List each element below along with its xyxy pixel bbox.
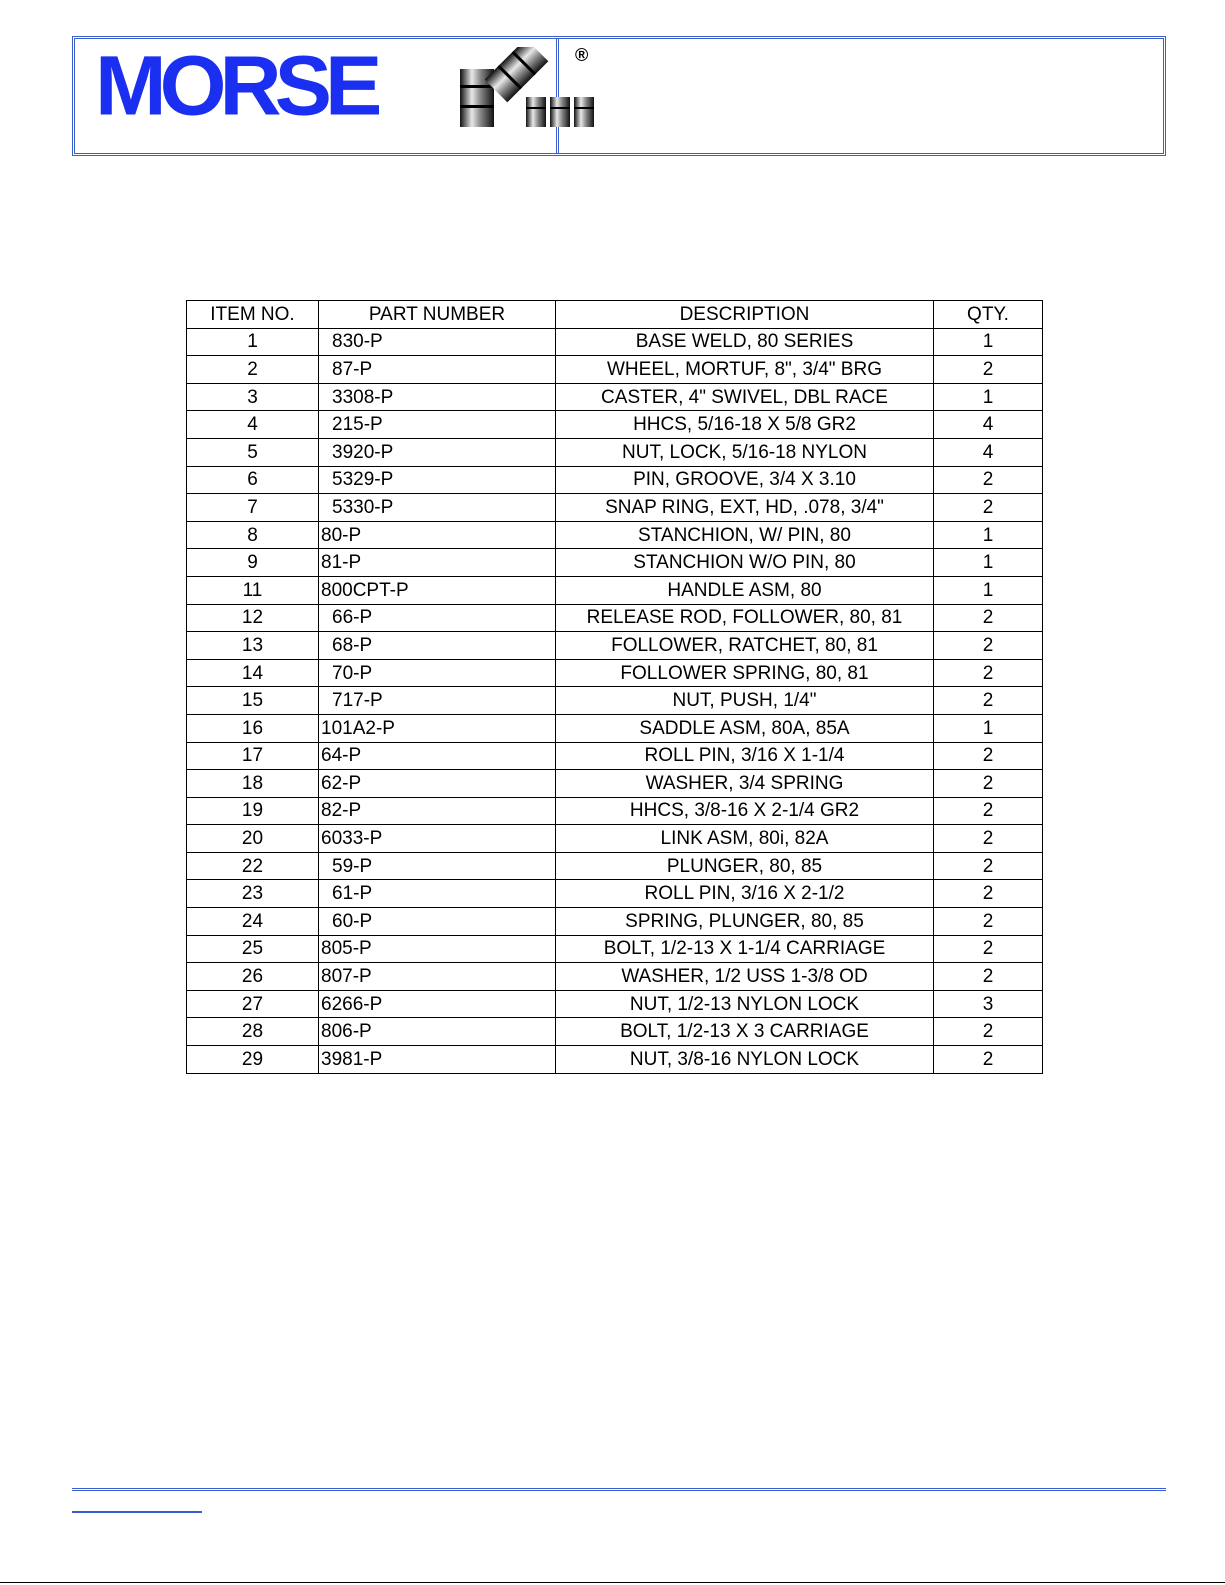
part-number-cell: 66-P xyxy=(319,604,556,632)
description-cell: HANDLE ASM, 80 xyxy=(556,576,934,604)
item-number-cell: 9 xyxy=(187,549,319,577)
table-row xyxy=(187,935,1043,963)
description-cell: NUT, PUSH, 1/4" xyxy=(556,687,934,715)
description-cell: PIN, GROOVE, 3/4 X 3.10 xyxy=(556,466,934,494)
table-row xyxy=(187,494,1043,522)
table-row xyxy=(187,383,1043,411)
quantity-cell: 2 xyxy=(934,742,1043,770)
quantity-cell: 2 xyxy=(934,880,1043,908)
item-number-cell: 28 xyxy=(187,1018,319,1046)
description-cell: NUT, 1/2-13 NYLON LOCK xyxy=(556,990,934,1018)
quantity-cell: 2 xyxy=(934,797,1043,825)
part-number-cell: 3920-P xyxy=(319,438,556,466)
description-cell: NUT, LOCK, 5/16-18 NYLON xyxy=(556,438,934,466)
parts-list-table xyxy=(186,300,1043,1074)
table-row xyxy=(187,328,1043,356)
table-row xyxy=(187,908,1043,936)
item-number-cell: 13 xyxy=(187,632,319,660)
description-cell: SPRING, PLUNGER, 80, 85 xyxy=(556,908,934,936)
description-cell: LINK ASM, 80i, 82A xyxy=(556,825,934,853)
item-number-cell: 25 xyxy=(187,935,319,963)
quantity-cell: 2 xyxy=(934,825,1043,853)
table-row xyxy=(187,521,1043,549)
table-row xyxy=(187,659,1043,687)
part-number-cell: 800CPT-P xyxy=(319,576,556,604)
part-number-cell: 807-P xyxy=(319,963,556,991)
item-number-cell: 3 xyxy=(187,383,319,411)
part-number-cell: 87-P xyxy=(319,356,556,384)
table-row xyxy=(187,880,1043,908)
registered-trademark: ® xyxy=(575,45,589,65)
column-header-description: DESCRIPTION xyxy=(556,301,934,329)
quantity-cell: 1 xyxy=(934,549,1043,577)
part-number-cell: 6033-P xyxy=(319,825,556,853)
quantity-cell: 4 xyxy=(934,438,1043,466)
item-number-cell: 1 xyxy=(187,328,319,356)
item-number-cell: 24 xyxy=(187,908,319,936)
item-number-cell: 4 xyxy=(187,411,319,439)
item-number-cell: 5 xyxy=(187,438,319,466)
table-row xyxy=(187,549,1043,577)
quantity-cell: 1 xyxy=(934,576,1043,604)
item-number-cell: 18 xyxy=(187,770,319,798)
column-header-item-no: ITEM NO. xyxy=(187,301,319,329)
part-number-cell: 82-P xyxy=(319,797,556,825)
quantity-cell: 2 xyxy=(934,604,1043,632)
table-row xyxy=(187,770,1043,798)
footer-divider xyxy=(72,1488,1166,1491)
quantity-cell: 2 xyxy=(934,852,1043,880)
description-cell: ROLL PIN, 3/16 X 1-1/4 xyxy=(556,742,934,770)
item-number-cell: 19 xyxy=(187,797,319,825)
part-number-cell: 830-P xyxy=(319,328,556,356)
item-number-cell: 17 xyxy=(187,742,319,770)
item-number-cell: 23 xyxy=(187,880,319,908)
part-number-cell: 806-P xyxy=(319,1018,556,1046)
table-row xyxy=(187,411,1043,439)
description-cell: BOLT, 1/2-13 X 1-1/4 CARRIAGE xyxy=(556,935,934,963)
quantity-cell: 2 xyxy=(934,963,1043,991)
quantity-cell: 3 xyxy=(934,990,1043,1018)
quantity-cell: 2 xyxy=(934,1046,1043,1074)
table-row xyxy=(187,990,1043,1018)
part-number-cell: 3981-P xyxy=(319,1046,556,1074)
part-number-cell: 64-P xyxy=(319,742,556,770)
description-cell: HHCS, 5/16-18 X 5/8 GR2 xyxy=(556,411,934,439)
part-number-cell: 61-P xyxy=(319,880,556,908)
item-number-cell: 15 xyxy=(187,687,319,715)
part-number-cell: 215-P xyxy=(319,411,556,439)
part-number-cell: 59-P xyxy=(319,852,556,880)
quantity-cell: 1 xyxy=(934,383,1043,411)
item-number-cell: 6 xyxy=(187,466,319,494)
table-row xyxy=(187,356,1043,384)
quantity-cell: 2 xyxy=(934,356,1043,384)
description-cell: WASHER, 3/4 SPRING xyxy=(556,770,934,798)
item-number-cell: 20 xyxy=(187,825,319,853)
part-number-cell: 81-P xyxy=(319,549,556,577)
logo-cell xyxy=(75,38,589,153)
description-cell: FOLLOWER, RATCHET, 80, 81 xyxy=(556,632,934,660)
part-number-cell: 62-P xyxy=(319,770,556,798)
column-header-part-number: PART NUMBER xyxy=(319,301,556,329)
description-cell: HHCS, 3/8-16 X 2-1/4 GR2 xyxy=(556,797,934,825)
parts-table-body xyxy=(187,328,1043,1073)
quantity-cell: 1 xyxy=(934,521,1043,549)
table-row xyxy=(187,438,1043,466)
item-number-cell: 22 xyxy=(187,852,319,880)
part-number-cell: 717-P xyxy=(319,687,556,715)
table-row xyxy=(187,1046,1043,1074)
table-row xyxy=(187,825,1043,853)
description-cell: BOLT, 1/2-13 X 3 CARRIAGE xyxy=(556,1018,934,1046)
quantity-cell: 2 xyxy=(934,632,1043,660)
part-number-cell: 3308-P xyxy=(319,383,556,411)
item-number-cell: 14 xyxy=(187,659,319,687)
quantity-cell: 2 xyxy=(934,935,1043,963)
description-cell: NUT, 3/8-16 NYLON LOCK xyxy=(556,1046,934,1074)
table-row xyxy=(187,576,1043,604)
part-number-cell: 5330-P xyxy=(319,494,556,522)
description-cell: WASHER, 1/2 USS 1-3/8 OD xyxy=(556,963,934,991)
description-cell: ROLL PIN, 3/16 X 2-1/2 xyxy=(556,880,934,908)
quantity-cell: 1 xyxy=(934,328,1043,356)
table-row xyxy=(187,604,1043,632)
quantity-cell: 4 xyxy=(934,411,1043,439)
quantity-cell: 2 xyxy=(934,466,1043,494)
part-number-cell: 80-P xyxy=(319,521,556,549)
part-number-cell: 68-P xyxy=(319,632,556,660)
item-number-cell: 26 xyxy=(187,963,319,991)
quantity-cell: 2 xyxy=(934,1018,1043,1046)
description-cell: CASTER, 4" SWIVEL, DBL RACE xyxy=(556,383,934,411)
item-number-cell: 2 xyxy=(187,356,319,384)
table-row xyxy=(187,632,1043,660)
footer-link-underline xyxy=(72,1511,202,1513)
table-row xyxy=(187,797,1043,825)
table-header-row xyxy=(187,301,1043,329)
description-cell: RELEASE ROD, FOLLOWER, 80, 81 xyxy=(556,604,934,632)
quantity-cell: 2 xyxy=(934,908,1043,936)
morse-logo-text: MORSE xyxy=(95,38,376,134)
item-number-cell: 11 xyxy=(187,576,319,604)
quantity-cell: 2 xyxy=(934,494,1043,522)
table-row xyxy=(187,742,1043,770)
table-row xyxy=(187,714,1043,742)
table-row xyxy=(187,466,1043,494)
table-row xyxy=(187,1018,1043,1046)
quantity-cell: 1 xyxy=(934,714,1043,742)
part-number-cell: 5329-P xyxy=(319,466,556,494)
table-row xyxy=(187,963,1043,991)
quantity-cell: 2 xyxy=(934,770,1043,798)
description-cell: BASE WELD, 80 SERIES xyxy=(556,328,934,356)
item-number-cell: 27 xyxy=(187,990,319,1018)
part-number-cell: 101A2-P xyxy=(319,714,556,742)
table-row xyxy=(187,852,1043,880)
item-number-cell: 16 xyxy=(187,714,319,742)
document-header xyxy=(72,36,1166,156)
column-header-qty: QTY. xyxy=(934,301,1043,329)
description-cell: PLUNGER, 80, 85 xyxy=(556,852,934,880)
part-number-cell: 6266-P xyxy=(319,990,556,1018)
part-number-cell: 60-P xyxy=(319,908,556,936)
description-cell: SNAP RING, EXT, HD, .078, 3/4" xyxy=(556,494,934,522)
item-number-cell: 29 xyxy=(187,1046,319,1074)
page-bottom-edge xyxy=(0,1582,1225,1583)
item-number-cell: 8 xyxy=(187,521,319,549)
description-cell: SADDLE ASM, 80A, 85A xyxy=(556,714,934,742)
description-cell: STANCHION, W/ PIN, 80 xyxy=(556,521,934,549)
part-number-cell: 70-P xyxy=(319,659,556,687)
description-cell: STANCHION W/O PIN, 80 xyxy=(556,549,934,577)
quantity-cell: 2 xyxy=(934,687,1043,715)
description-cell: FOLLOWER SPRING, 80, 81 xyxy=(556,659,934,687)
header-title-cell xyxy=(559,39,1163,153)
item-number-cell: 12 xyxy=(187,604,319,632)
description-cell: WHEEL, MORTUF, 8", 3/4" BRG xyxy=(556,356,934,384)
item-number-cell: 7 xyxy=(187,494,319,522)
part-number-cell: 805-P xyxy=(319,935,556,963)
table-row xyxy=(187,687,1043,715)
quantity-cell: 2 xyxy=(934,659,1043,687)
